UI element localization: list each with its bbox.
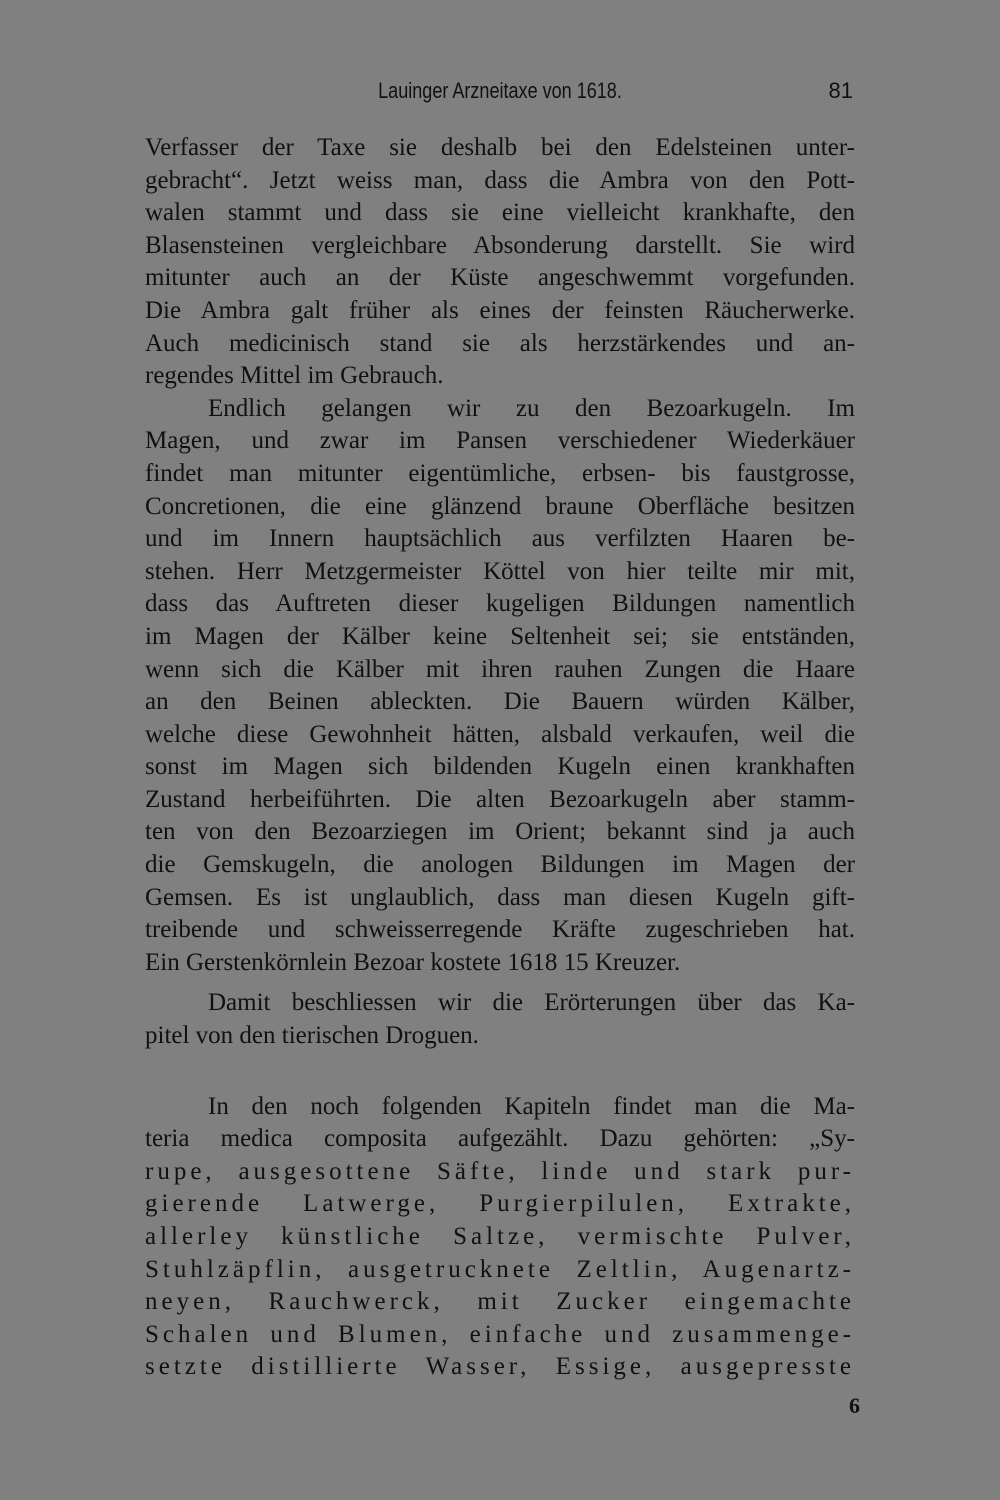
text-line: Schalen und Blumen, einfache und zusammenge- (145, 1320, 855, 1348)
text-line: rupe, ausgesottene Säfte, linde und stark pur- (145, 1157, 855, 1185)
text-line: setzte distillierte Wasser, Essige, ausgepresste (145, 1353, 855, 1381)
page-number: 81 (828, 78, 853, 103)
running-title: Lauinger Arzneitaxe von 1618. (378, 78, 622, 103)
paragraph (145, 132, 855, 393)
paragraph (145, 987, 855, 1052)
text-line: Endlich gelangen wir zu den Bezoarkugeln. Im (208, 394, 855, 422)
text-line: findet man mitunter eigentümliche, erbsen- bis faustgrosse, (145, 459, 855, 487)
text-line: an den Beinen ableckten. Die Bauern würden Kälber, (145, 688, 855, 716)
text-line: pitel von den tierischen Droguen. (145, 1022, 479, 1050)
text-line: welche diese Gewohnheit hätten, alsbald verkaufen, weil die (145, 720, 855, 748)
text-line: ten von den Bezoarziegen im Orient; bekannt sind ja auch (145, 818, 855, 846)
text-line: wenn sich die Kälber mit ihren rauhen Zungen die Haare (145, 655, 855, 683)
text-line: Concretionen, die eine glänzend braune Oberfläche besitzen (145, 492, 855, 520)
body-text (145, 132, 855, 1384)
text-line: walen stammt und dass sie eine vielleicht krankhafte, den (145, 199, 855, 227)
text-line: treibende und schweisserregende Kräfte zugeschrieben hat. (145, 916, 855, 944)
text-line: teria medica composita aufgezählt. Dazu gehörten: „Sy- (145, 1125, 855, 1153)
text-line: Die Ambra galt früher als eines der feinsten Räucherwerke. (145, 296, 855, 324)
text-line: Verfasser der Taxe sie deshalb bei den Edelsteinen unter- (145, 134, 855, 161)
text-line: allerley künstliche Saltze, vermischte Pulver, (145, 1223, 855, 1250)
text-line: dass das Auftreten dieser kugeligen Bildungen namentlich (145, 590, 855, 618)
text-line: Gemsen. Es ist unglaublich, dass man diesen Kugeln gift- (145, 883, 855, 911)
text-line: Auch medicinisch stand sie als herzstärkendes und an- (145, 329, 855, 357)
text-line: gierende Latwerge, Purgierpilulen, Extrakte, (145, 1190, 855, 1218)
paragraph (145, 393, 855, 980)
signature-mark: 6 (849, 1393, 860, 1418)
text-line: In den noch folgenden Kapiteln findet man die Ma- (208, 1092, 855, 1120)
text-line: stehen. Herr Metzgermeister Köttel von hier teilte mir mit, (145, 557, 855, 585)
page-header (145, 78, 855, 112)
text-line: Zustand herbeiführten. Die alten Bezoarkugeln aber stamm- (145, 785, 855, 813)
text-line: Stuhlzäpflin, ausgetrucknete Zeltlin, Augenartz- (145, 1255, 855, 1283)
text-line: im Magen der Kälber keine Seltenheit sei; sie entständen, (145, 622, 855, 650)
text-line: regendes Mittel im Gebrauch. (145, 362, 444, 390)
text-line: sonst im Magen sich bildenden Kugeln einen krankhaften (145, 753, 855, 781)
text-line: Magen, und zwar im Pansen verschiedener Wiederkäuer (145, 427, 855, 455)
text-line: neyen, Rauchwerck, mit Zucker eingemachte (145, 1288, 855, 1316)
text-line: die Gemskugeln, die anologen Bildungen im Magen der (145, 851, 855, 879)
paragraph (145, 1091, 855, 1384)
text-line: mitunter auch an der Küste angeschwemmt vorgefunden. (145, 264, 855, 292)
text-line: gebracht“. Jetzt weiss man, dass die Ambra von den Pott- (145, 166, 855, 194)
text-line: Ein Gerstenkörnlein Bezoar kostete 1618 15 Kreuzer. (145, 948, 681, 976)
text-line: Damit beschliessen wir die Erörterungen über das Ka- (208, 989, 855, 1017)
text-line: und im Innern hauptsächlich aus verfilzten Haaren be- (145, 525, 855, 553)
text-line: Blasensteinen vergleichbare Absonderung darstellt. Sie wird (145, 231, 855, 259)
